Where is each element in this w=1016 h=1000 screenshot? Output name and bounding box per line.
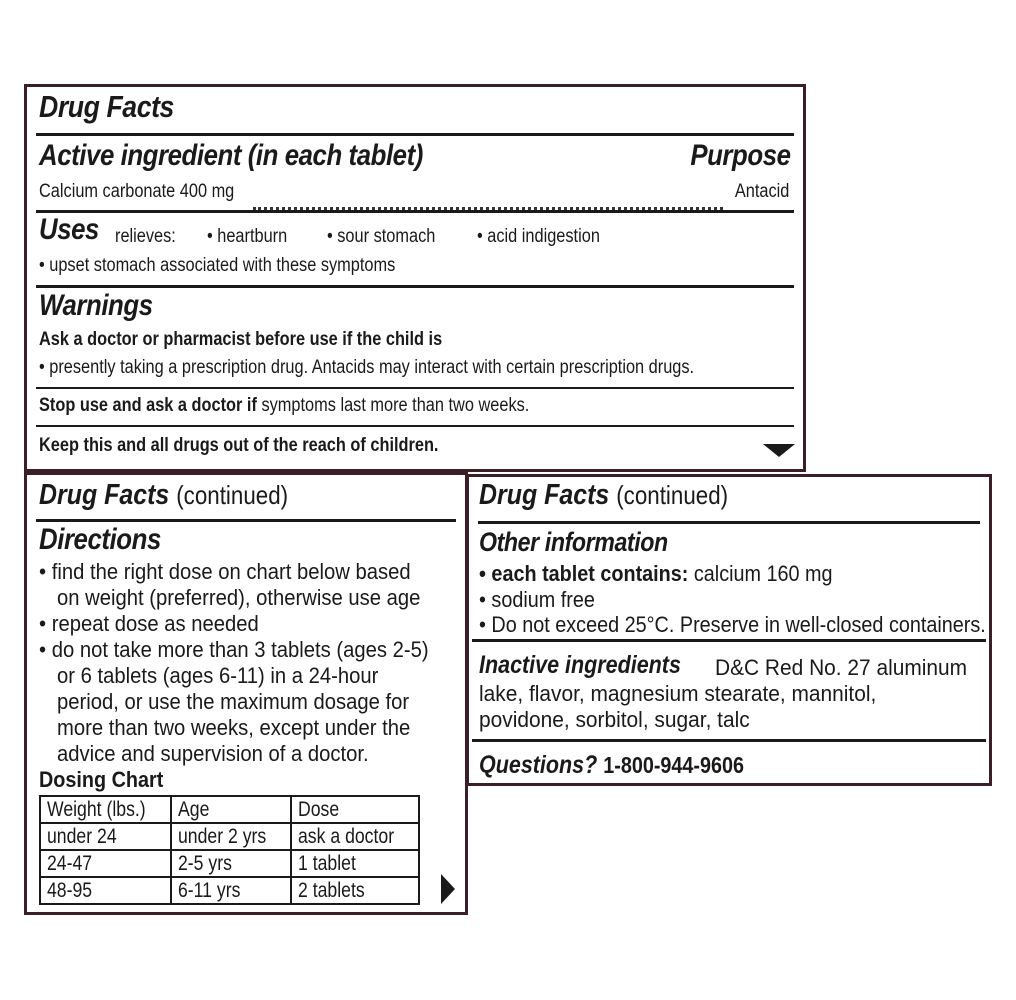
table-cell: 2 tablets <box>291 877 419 904</box>
uses-intro: relieves: <box>115 226 176 247</box>
other-info-item: • sodium free <box>479 587 595 612</box>
leader-dots <box>253 191 723 210</box>
inactive-ingredients-heading: Inactive ingredients <box>479 651 681 679</box>
inactive-ingredients-line: povidone, sorbitol, sugar, talc <box>479 707 750 732</box>
table-cell: 48-95 <box>40 877 171 904</box>
table-row <box>40 850 419 877</box>
panel-title: Drug Facts (continued) <box>39 479 289 511</box>
directions-line: period, or use the maximum dosage for <box>57 689 410 714</box>
table-cell: 2-5 yrs <box>171 850 290 877</box>
drug-facts-panel-directions <box>24 472 468 915</box>
stop-use-text: Stop use and ask a doctor if symptoms last more than two weeks. <box>39 395 530 416</box>
other-info-item: • each tablet contains: calcium 160 mg <box>479 561 833 586</box>
other-information-heading: Other information <box>479 527 668 557</box>
table-cell: 1 tablet <box>291 850 419 877</box>
table-cell: ask a doctor <box>291 823 419 850</box>
directions-line: • repeat dose as needed <box>39 611 259 636</box>
directions-line: on weight (preferred), otherwise use age <box>57 585 421 610</box>
dosing-chart-heading: Dosing Chart <box>39 767 164 792</box>
directions-line: • do not take more than 3 tablets (ages 2-5) <box>39 637 429 662</box>
panel-title: Drug Facts (continued) <box>479 479 729 511</box>
inactive-ingredients-line: lake, flavor, magnesium stearate, mannitol, <box>479 681 877 706</box>
dosing-table <box>39 795 420 905</box>
table-row <box>40 823 419 850</box>
table-cell: under 2 yrs <box>171 823 290 850</box>
divider <box>36 425 794 427</box>
uses-item: • acid indigestion <box>477 226 600 247</box>
uses-item: • sour stomach <box>327 226 436 247</box>
drug-facts-panel-other <box>466 474 992 786</box>
drug-facts-panel-main <box>24 84 806 472</box>
divider <box>36 519 456 522</box>
directions-line: advice and supervision of a doctor. <box>57 741 369 766</box>
table-header: Dose <box>291 796 419 823</box>
uses-heading: Uses <box>39 213 99 246</box>
divider <box>36 387 794 389</box>
directions-line: more than two weeks, except under the <box>57 715 411 740</box>
divider <box>472 639 986 642</box>
table-header-row <box>40 796 419 823</box>
ingredient-purpose: Antacid <box>734 181 789 202</box>
divider <box>36 285 794 288</box>
uses-item: • heartburn <box>207 226 288 247</box>
ask-doctor-text: Ask a doctor or pharmacist before use if the child is <box>39 329 443 350</box>
table-header: Age <box>171 796 290 823</box>
active-ingredient-heading: Active ingredient (in each tablet) <box>39 139 423 172</box>
inactive-ingredients-line: D&C Red No. 27 aluminum <box>715 655 968 680</box>
directions-line: • find the right dose on chart below based <box>39 559 411 584</box>
purpose-heading: Purpose <box>690 139 791 172</box>
table-cell: 6-11 yrs <box>171 877 290 904</box>
table-header: Weight (lbs.) <box>40 796 171 823</box>
divider <box>36 210 794 213</box>
questions-line: Questions? 1-800-944-9606 <box>479 751 745 779</box>
keep-away-text: Keep this and all drugs out of the reach of children. <box>39 435 439 456</box>
divider <box>472 739 986 742</box>
divider <box>36 133 794 136</box>
divider <box>478 521 980 524</box>
other-info-item: • Do not exceed 25°C. Preserve in well-closed containers. <box>479 612 986 637</box>
uses-line: • upset stomach associated with these symptoms <box>39 255 396 276</box>
ask-doctor-item: • presently taking a prescription drug. Antacids may interact with certain prescription drugs. <box>39 357 695 378</box>
warnings-heading: Warnings <box>39 289 153 322</box>
table-row <box>40 877 419 904</box>
ingredient-name: Calcium carbonate 400 mg <box>39 181 235 202</box>
panel-title: Drug Facts <box>39 89 174 124</box>
directions-line: or 6 tablets (ages 6-11) in a 24-hour <box>57 663 379 688</box>
triangle-down-icon <box>763 444 795 457</box>
triangle-right-icon <box>441 874 455 904</box>
table-cell: 24-47 <box>40 850 171 877</box>
table-cell: under 24 <box>40 823 171 850</box>
directions-heading: Directions <box>39 523 161 556</box>
